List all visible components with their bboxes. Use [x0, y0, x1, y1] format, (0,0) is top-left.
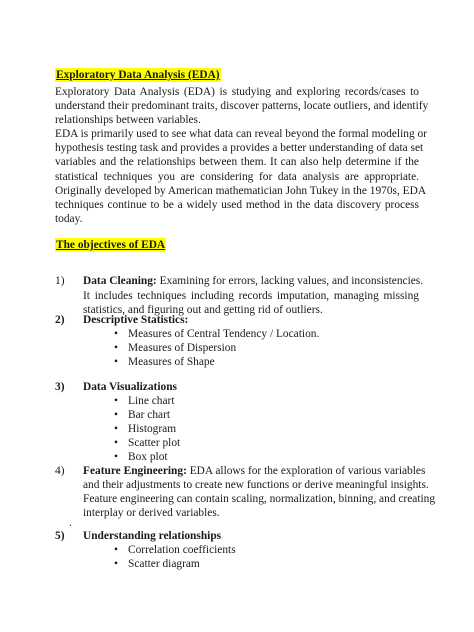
detail-line: It includes techniques including records imputation, managing missing	[83, 290, 419, 302]
item-number: 5)	[55, 530, 65, 542]
item-title: Feature Engineering:	[83, 465, 187, 477]
list-item	[114, 450, 168, 464]
item-title: Understanding relationships	[83, 530, 222, 542]
bullet-icon: •	[114, 356, 118, 368]
bullet-icon: •	[114, 395, 118, 407]
paragraph-line: today.	[55, 213, 83, 226]
paragraph-line: hypothesis testing task and provides a provides a better understanding of data set	[55, 142, 424, 155]
list-item	[114, 436, 180, 450]
bullet-icon: •	[114, 437, 118, 449]
list-item	[114, 408, 170, 422]
list-item	[114, 394, 175, 408]
list-item	[114, 355, 215, 369]
bullet-icon: •	[114, 558, 118, 570]
list-item-text: Measures of Shape	[128, 356, 215, 368]
list-item	[114, 327, 319, 341]
objective-item-understanding-relationships	[55, 529, 221, 543]
list-item	[114, 557, 200, 571]
objective-item-data-cleaning	[55, 274, 423, 288]
item-text: Examining for errors, lacking values, and inconsistencies.	[156, 275, 424, 287]
list-item-text: Scatter diagram	[128, 558, 200, 570]
intro-paragraph	[55, 85, 429, 128]
item-number: 3)	[55, 381, 65, 393]
detail-line: interplay or derived variables.	[83, 507, 220, 520]
list-item-text: Histogram	[128, 423, 177, 435]
objective-item-data-visualizations	[55, 380, 177, 394]
intro-line: relationships between variables.	[55, 114, 201, 127]
intro-line: Exploratory Data Analysis (EDA) is studying and exploring records/cases to	[55, 86, 419, 98]
list-item-text: Bar chart	[128, 409, 171, 421]
intro-line: understand their predominant traits, discover patterns, locate outliers, and identify	[55, 100, 429, 113]
item-number: 2)	[55, 314, 65, 326]
paragraph-line: techniques continue to be a widely used method in the data discovery process	[55, 199, 419, 212]
paragraph-line: EDA is primarily used to see what data can reveal beyond the formal modeling or	[55, 128, 427, 140]
list-item	[114, 422, 176, 436]
list-item	[114, 341, 236, 355]
objective-item-feature-engineering	[55, 464, 425, 478]
list-item-text: Measures of Central Tendency / Location.	[128, 328, 320, 340]
paragraph-line: Originally developed by American mathematician John Tukey in the 1970s, EDA	[55, 184, 427, 197]
bullet-icon: •	[114, 544, 118, 556]
eda-purpose-paragraph	[55, 127, 427, 226]
bullet-icon: •	[114, 342, 118, 354]
detail-line: statistics, and figuring out and getting rid of outliers.	[83, 304, 323, 317]
item-number: 1)	[55, 275, 65, 287]
objective-item-descriptive-statistics	[55, 313, 188, 327]
detail-line: and their adjustments to create new functions or derive meaningful insights.	[83, 479, 429, 491]
item-text: EDA allows for the exploration of various variables	[186, 465, 426, 477]
heading-eda: Exploratory Data Analysis (EDA)	[56, 69, 220, 81]
feature-engineering-details	[83, 478, 436, 521]
item-title: Descriptive Statistics:	[83, 314, 189, 326]
heading-objectives: The objectives of EDA	[56, 239, 166, 251]
list-item-text: Line chart	[128, 395, 175, 407]
bullet-icon: •	[114, 328, 118, 340]
list-item-text: Measures of Dispersion	[128, 342, 237, 354]
bullet-icon: •	[114, 409, 118, 421]
bullet-icon: •	[114, 451, 118, 463]
list-item-text: Box plot	[128, 451, 168, 463]
item-number: 4)	[55, 465, 65, 477]
list-item-text: Correlation coefficients	[128, 544, 236, 556]
item-title: Data Cleaning:	[83, 275, 157, 287]
list-item	[114, 543, 236, 557]
bullet-icon: •	[114, 423, 118, 435]
paragraph-line: statistical techniques you are considering for data analysis are appropriate.	[55, 170, 419, 183]
list-item-text: Scatter plot	[128, 437, 181, 449]
detail-line: Feature engineering can contain scaling, normalization, binning, and creating	[83, 493, 436, 506]
stray-period: .	[69, 517, 72, 529]
paragraph-line: variables and the relationships between them. It can also help determine if the	[55, 156, 419, 169]
item-title: Data Visualizations	[83, 381, 177, 393]
